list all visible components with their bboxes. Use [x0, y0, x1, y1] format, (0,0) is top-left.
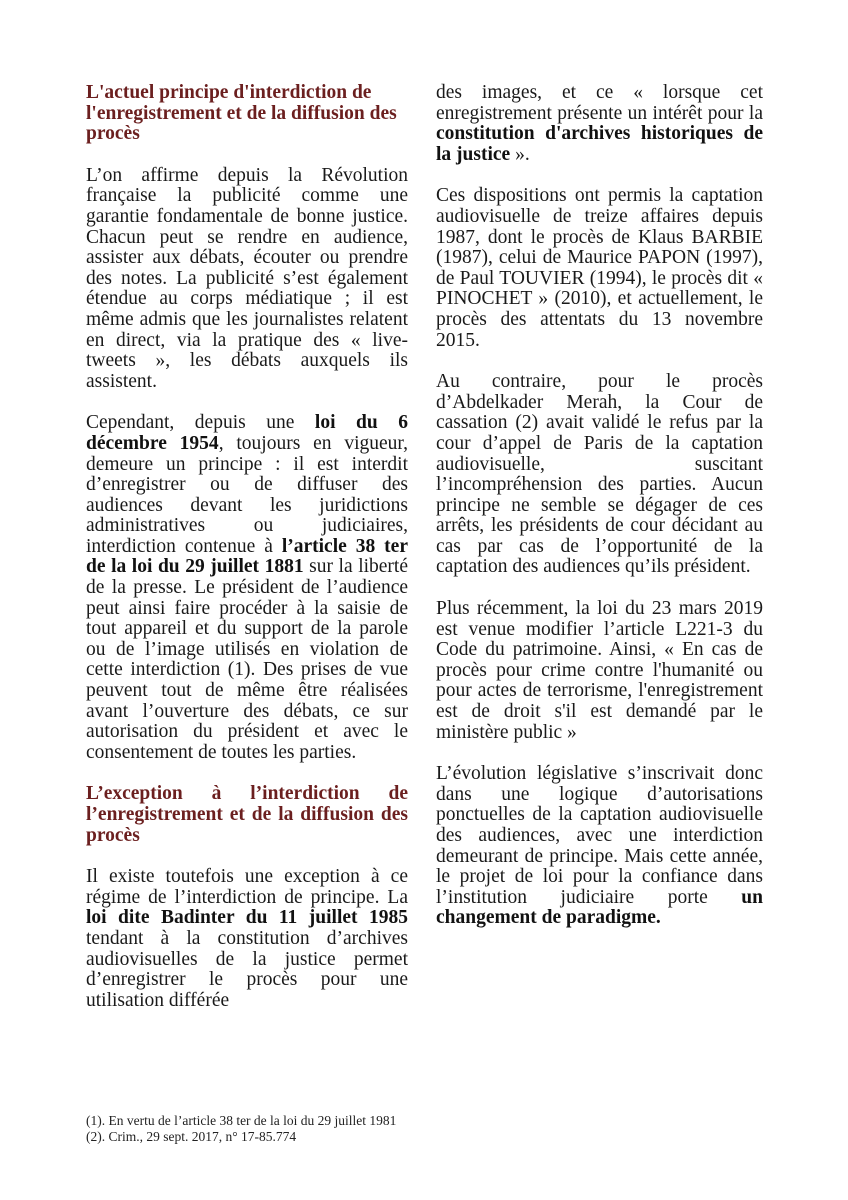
- paragraph-loi-2019: Plus récemment, la loi du 23 mars 2019 est venue modifier l’article L221-3 du Code du patrimoine. Ainsi, « En cas de procès pour crime contre l'humanité ou pour actes de terrorisme, l'enregistrement est de droit s'il est demandé par le ministère public »: [436, 598, 763, 743]
- paragraph-captations: Ces dispositions ont permis la captation audiovisuelle de treize affaires depuis 1987, dont le procès de Klaus BARBIE (1987), celui de Maurice PAPON (1997), de Paul TOUVIER (1994), le procès dit « PINOCHET » (2010), et actuellement, le procès des attentats du 13 novembre 2015.: [436, 185, 763, 351]
- paragraph-images: [436, 83, 763, 165]
- text-span: L’évolution législative s’inscrivait donc dans une logique d’autorisations ponctuelles de la captation audiovisuelle des audiences, avec une interdiction demeurant de principe. Mais cette année, le projet de loi pour la confiance dans l’institution judiciaire porte: [436, 763, 763, 908]
- paragraph-interdiction: [86, 413, 408, 763]
- section-heading-principle: L'actuel principe d'interdiction de l'enregistrement et de la diffusion des procès: [86, 82, 397, 145]
- left-column: [86, 83, 408, 1011]
- paragraph-merah: Au contraire, pour le procès d’Abdelkader Merah, la Cour de cassation (2) avait validé le refus par la cour d’appel de Paris de la captation audiovisuelle, suscitant l’incompréhension des parties. Aucun principe ne semble se dégager de ces arrêts, les présidents de cour décidant au cas par cas de l’opportunité de la captation des audiences qu’ils président.: [436, 371, 763, 578]
- section-heading-exception: L’exception à l’interdiction de l’enregistrement et de la diffusion des procès: [86, 783, 408, 846]
- text-span: , toujours en vigueur, demeure un principe : il est interdit d’enregistrer ou de diffuser des audiences devant les juridictions administratives ou judiciaires, interdiction contenue à: [86, 432, 409, 557]
- text-span: Il existe toutefois une exception à ce régime de l’interdiction de principe. La: [86, 866, 408, 908]
- bold-law-1954: loi du 6 décembre 1954: [86, 412, 408, 454]
- text-span: sur la liberté de la presse. Le président de l’audience peut ainsi faire procéder à la saisie de tout appareil et du support de la parole ou de l’image utilisés en violation de cette interdiction (1). Des prises de vue peuvent tout de même être réalisées avant l’ouverture des débats, ce sur autorisation du président et avec le consentement de toutes les parties.: [86, 556, 409, 763]
- bold-changement-paradigme: un changement de paradigme.: [436, 886, 763, 929]
- paragraph-evolution: [436, 764, 763, 929]
- paragraph-exception: [86, 867, 408, 1011]
- footnote-2: (2). Crim., 29 sept. 2017, n° 17-85.774: [86, 1129, 297, 1144]
- text-span: Cependant, depuis une: [86, 412, 315, 434]
- bold-loi-badinter: loi dite Badinter du 11 juillet 1985: [86, 907, 408, 929]
- footnotes: [86, 1113, 396, 1145]
- text-span: tendant à la constitution d’archives audiovisuelles de la justice permet d’enregistrer le procès pour une utilisation différée: [86, 927, 408, 1011]
- footnote-1: (1). En vertu de l’article 38 ter de la loi du 29 juillet 1981: [86, 1113, 397, 1128]
- text-span: ».: [510, 143, 530, 165]
- bold-article-38-ter: l’article 38 ter de la loi du 29 juillet 1881: [86, 535, 408, 578]
- text-span: des images, et ce « lorsque cet enregistrement présente un intérêt pour la: [436, 82, 763, 124]
- bold-archives-historiques: constitution d'archives historiques de la justice: [436, 123, 763, 165]
- paragraph-publicity: L’on affirme depuis la Révolution française la publicité comme une garantie fondamentale de bonne justice. Chacun peut se rendre en audience, assister aux débats, écouter ou prendre des notes. La publicité s’est également étendue au corps médiatique ; il est même admis que les journalistes relatent en direct, via la pratique des « live-tweets », les débats auxquels ils assistent.: [86, 164, 408, 392]
- right-column: [436, 83, 763, 929]
